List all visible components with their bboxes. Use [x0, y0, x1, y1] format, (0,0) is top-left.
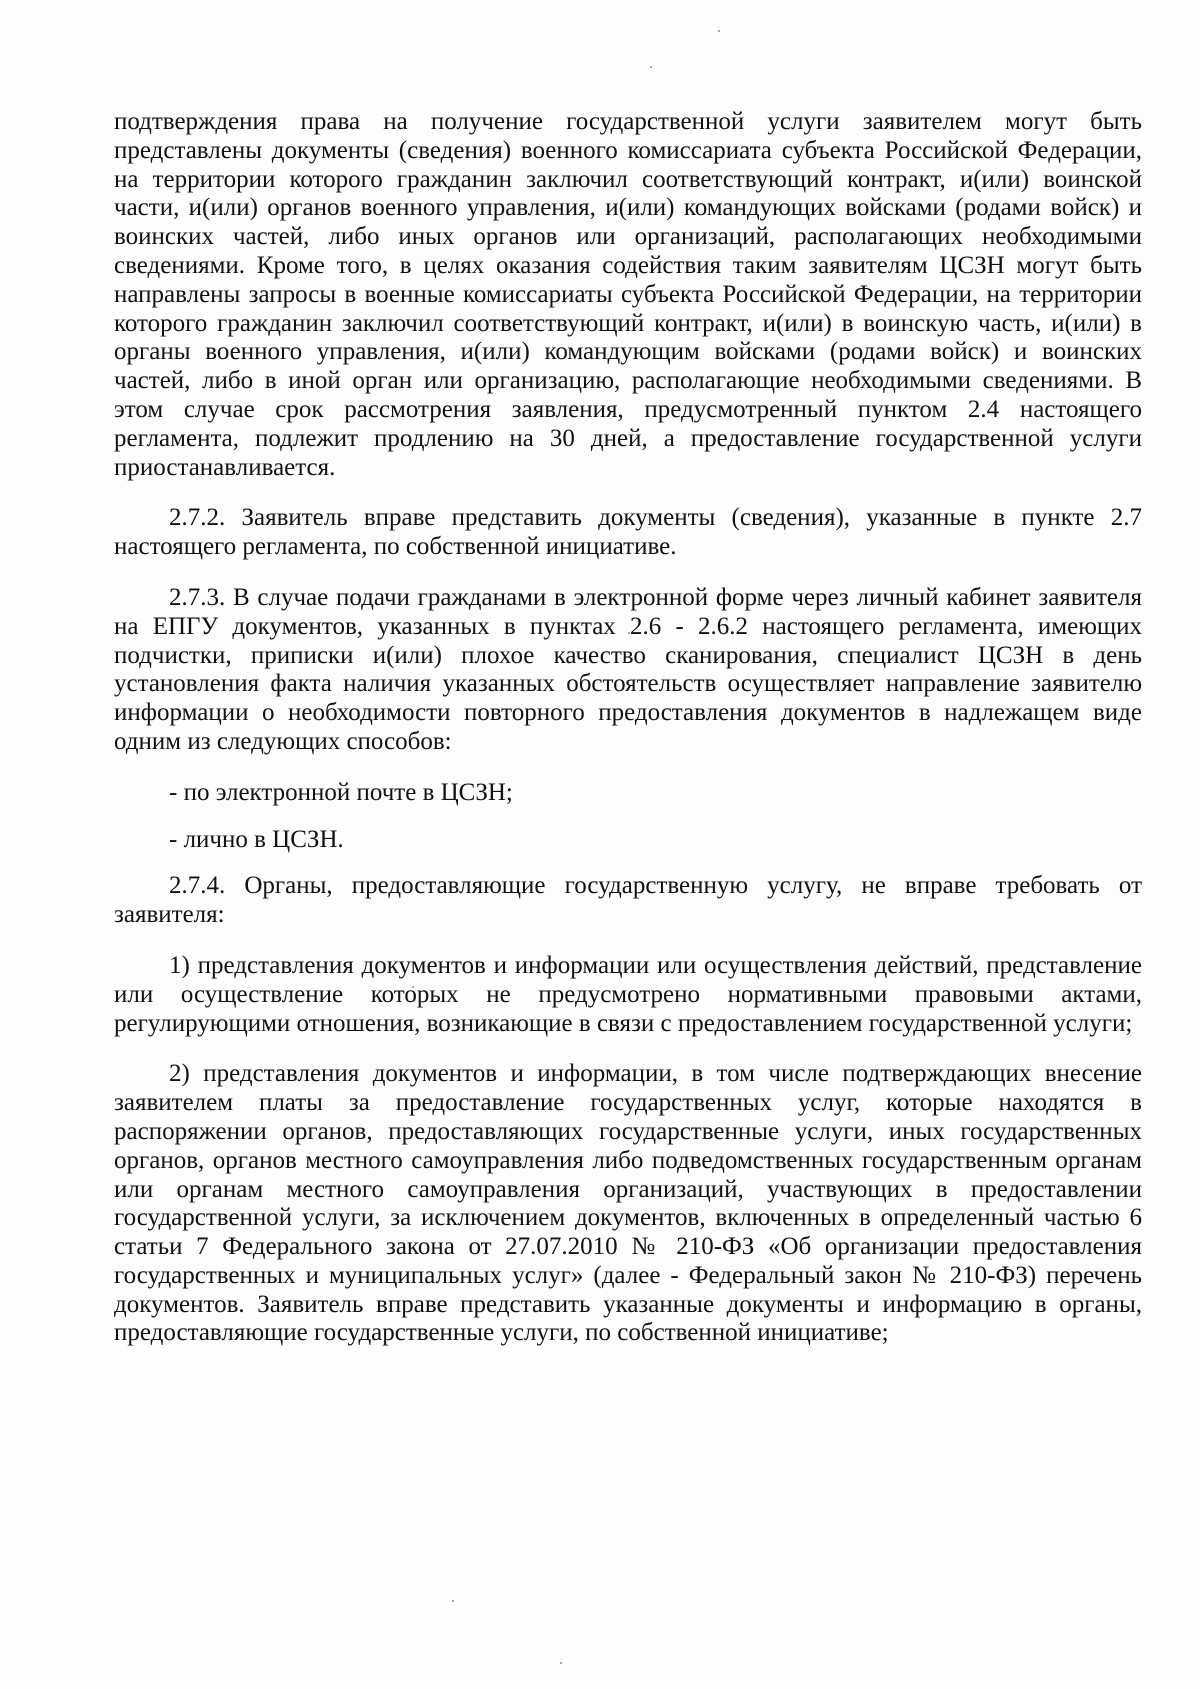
list-item-email: - по электронной почте в ЦСЗН;	[169, 778, 513, 806]
scan-speck	[560, 1662, 562, 1664]
paragraph-continuation: подтверждения права на получение государственной услуги заявителем могут быть представлены документы (сведения) военного комиссариата субъекта Российской Федерации, на территории которого гражданин заключил соответствующий контракт, и(или) воинской части, и(или) органов военного управления, и(или) командующих войсками (родами войск) и воинских частей, либо иных органов или организаций, располагающих необходимыми сведениями. Кроме того, в целях оказания содействия таким заявителям ЦСЗН могут быть направлены запросы в военные комиссариаты субъекта Российской Федерации, на территории которого гражданин заключил соответствующий контракт, и(или) в воинскую часть, и(или) в органы военного управления, и(или) командующим войсками (родами войск) и воинских частей, либо в иной орган или организацию, располагающие необходимыми сведениями. В этом случае срок рассмотрения заявления, предусмотренный пунктом 2.4 настоящего регламента, подлежит продлению на 30 дней, а предоставление государственной услуги приостанавливается.	[114, 108, 1142, 481]
list-item-in-person: - лично в ЦСЗН.	[169, 825, 344, 853]
scan-speck	[452, 1600, 454, 1602]
paragraph-2-7-2: 2.7.2. Заявитель вправе представить документы (сведения), указанные в пункте 2.7 настоящего регламента, по собственной инициативе.	[114, 504, 1142, 561]
scan-speck	[718, 30, 720, 32]
paragraph-2-7-4: 2.7.4. Органы, предоставляющие государственную услугу, не вправе требовать от заявителя:	[114, 872, 1142, 929]
paragraph-item-2: 2) представления документов и информации, в том числе подтверждающих внесение заявителем платы за предоставление государственных услуг, которые находятся в распоряжении органов, предоставляющих государственные услуги, иных государственных органов, органов местного самоуправления либо подведомственных государственным органам или органам местного самоуправления организаций, участвующих в предоставлении государственной услуги, за исключением документов, включенных в определенный частью 6 статьи 7 Федерального закона от 27.07.2010 № 210-ФЗ «Об организации предоставления государственных и муниципальных услуг» (далее - Федеральный закон № 210-ФЗ) перечень документов. Заявитель вправе представить указанные документы и информацию в органы, предоставляющие государственные услуги, по собственной инициативе;	[114, 1060, 1142, 1347]
document-body	[114, 108, 1142, 1370]
scan-speck	[650, 66, 652, 68]
paragraph-item-1: 1) представления документов и информации или осуществления действий, представление или осуществление которых не предусмотрено нормативными правовыми актами, регулирующими отношения, возникающие в связи с предоставлением государственной услуги;	[114, 951, 1142, 1037]
paragraph-2-7-3: 2.7.3. В случае подачи гражданами в электронной форме через личный кабинет заявителя на ЕПГУ документов, указанных в пунктах 2.6 - 2.6.2 настоящего регламента, имеющих подчистки, приписки и(или) плохое качество сканирования, специалист ЦСЗН в день установления факта наличия указанных обстоятельств осуществляет направление заявителю информации о необходимости повторного предоставления документов в надлежащем виде одним из следующих способов:	[114, 583, 1142, 755]
